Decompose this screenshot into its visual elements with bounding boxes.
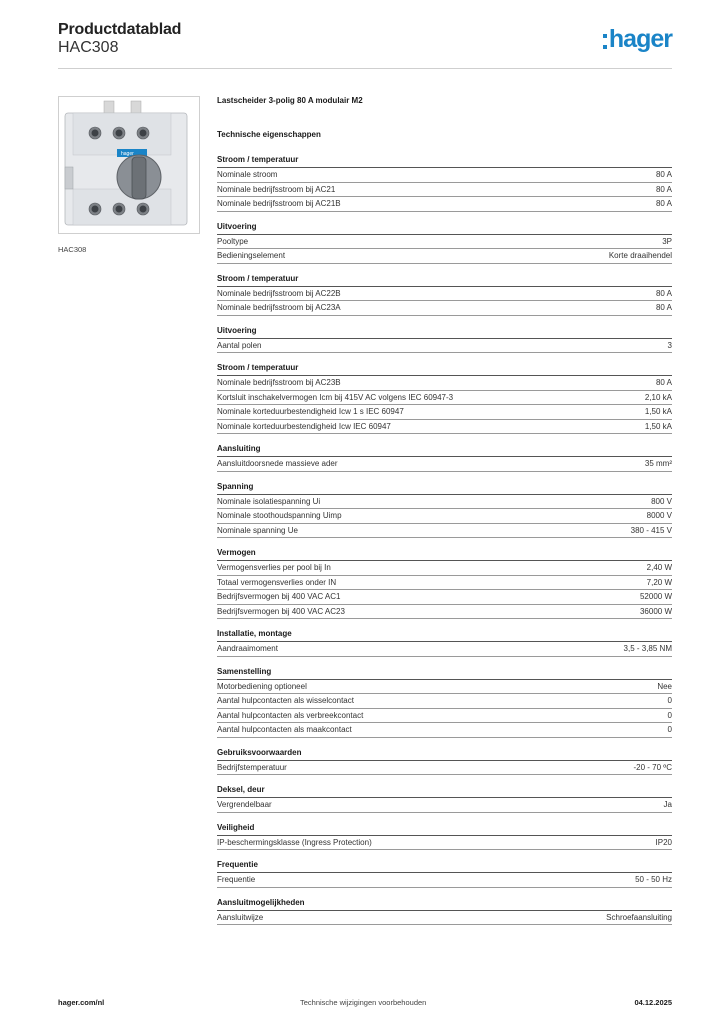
spec-row bbox=[217, 509, 672, 524]
spec-value: Ja bbox=[663, 800, 672, 809]
spec-section bbox=[217, 858, 672, 888]
section-heading: Stroom / temperatuur bbox=[217, 272, 672, 287]
spec-row bbox=[217, 709, 672, 724]
spec-row bbox=[217, 694, 672, 709]
spec-label: Bedrijfsvermogen bij 400 VAC AC23 bbox=[217, 606, 345, 616]
footer-website-link[interactable]: hager.com/nl bbox=[58, 998, 105, 1007]
spec-row bbox=[217, 723, 672, 738]
spec-value: 80 A bbox=[655, 184, 672, 194]
spec-section bbox=[217, 665, 672, 738]
spec-value: 80 A bbox=[655, 378, 672, 387]
section-heading: Uitvoering bbox=[217, 220, 672, 235]
spec-value: 0 bbox=[667, 696, 672, 705]
spec-label: Nominale stoothoudspanning Uimp bbox=[217, 511, 342, 520]
spec-section bbox=[217, 821, 672, 851]
spec-label: Aantal hulpcontacten als maakcontact bbox=[217, 725, 352, 734]
spec-row bbox=[217, 590, 672, 605]
spec-row bbox=[217, 249, 672, 264]
spec-value: 380 - 415 V bbox=[630, 525, 672, 535]
section-heading: Gebruiksvoorwaarden bbox=[217, 746, 672, 761]
page-title: Productdatablad bbox=[58, 21, 182, 38]
footer-disclaimer: Technische wijzigingen voorbehouden bbox=[300, 998, 427, 1007]
spec-section bbox=[217, 480, 672, 539]
spec-row bbox=[217, 561, 672, 576]
spec-label: Nominale spanning Ue bbox=[217, 525, 298, 535]
footer-date: 04.12.2025 bbox=[634, 998, 672, 1007]
spec-label: Aandraaimoment bbox=[217, 644, 278, 653]
section-heading: Veiligheid bbox=[217, 821, 672, 836]
spec-row bbox=[217, 405, 672, 420]
spec-row bbox=[217, 287, 672, 302]
spec-section bbox=[217, 896, 672, 926]
spec-label: Aansluitwijze bbox=[217, 912, 264, 922]
tech-title: Technische eigenschappen bbox=[217, 130, 321, 139]
spec-label: Bedrijfstemperatuur bbox=[217, 762, 287, 772]
section-heading: Installatie, montage bbox=[217, 627, 672, 642]
spec-label: Kortsluit inschakelvermogen Icm bij 415V AC volgens IEC 60947-3 bbox=[217, 392, 454, 402]
spec-row bbox=[217, 836, 672, 851]
spec-row bbox=[217, 301, 672, 316]
spec-value: 80 A bbox=[655, 199, 672, 208]
spec-value: -20 - 70 ºC bbox=[633, 762, 672, 772]
header-divider bbox=[58, 68, 672, 69]
spec-row bbox=[217, 168, 672, 183]
spec-label: Nominale bedrijfsstroom bij AC22B bbox=[217, 288, 341, 298]
spec-value: 3 bbox=[667, 340, 672, 350]
section-heading: Vermogen bbox=[217, 546, 672, 561]
spec-section bbox=[217, 783, 672, 813]
section-heading: Uitvoering bbox=[217, 324, 672, 339]
spec-label: Vermogensverlies per pool bij In bbox=[217, 563, 331, 572]
spec-section bbox=[217, 627, 672, 657]
spec-label: Nominale bedrijfsstroom bij AC23B bbox=[217, 378, 341, 387]
spec-row bbox=[217, 873, 672, 888]
spec-value: 2,10 kA bbox=[644, 392, 672, 402]
spec-section bbox=[217, 220, 672, 264]
spec-row bbox=[217, 376, 672, 391]
spec-row bbox=[217, 183, 672, 198]
spec-row bbox=[217, 798, 672, 813]
spec-value: IP20 bbox=[655, 837, 672, 847]
section-heading: Spanning bbox=[217, 480, 672, 495]
spec-row bbox=[217, 642, 672, 657]
spec-value: 80 A bbox=[655, 303, 672, 312]
spec-value: 0 bbox=[667, 725, 672, 734]
spec-section bbox=[217, 546, 672, 619]
spec-value: 0 bbox=[667, 710, 672, 720]
spec-value: 1,50 kA bbox=[644, 407, 672, 416]
spec-section bbox=[217, 272, 672, 316]
spec-section bbox=[217, 324, 672, 354]
spec-value: 80 A bbox=[655, 170, 672, 179]
spec-label: Nominale bedrijfsstroom bij AC23A bbox=[217, 303, 341, 312]
spec-row bbox=[217, 235, 672, 250]
spec-label: Nominale korteduurbestendigheid Icw 1 s IEC 60947 bbox=[217, 407, 404, 416]
section-heading: Deksel, deur bbox=[217, 783, 672, 798]
spec-value: Korte draaihendel bbox=[608, 251, 672, 260]
spec-value: 35 mm² bbox=[644, 459, 672, 468]
spec-label: Nominale bedrijfsstroom bij AC21 bbox=[217, 184, 336, 194]
spec-row bbox=[217, 457, 672, 472]
spec-label: Frequentie bbox=[217, 875, 256, 884]
spec-value: Schroefaansluiting bbox=[606, 912, 672, 922]
product-caption: HAC308 bbox=[58, 245, 87, 254]
spec-row bbox=[217, 576, 672, 591]
spec-section bbox=[217, 361, 672, 434]
spec-row bbox=[217, 197, 672, 212]
spec-row bbox=[217, 339, 672, 354]
spec-row bbox=[217, 420, 672, 435]
spec-section bbox=[217, 746, 672, 776]
spec-section bbox=[217, 153, 672, 212]
spec-value: 50 - 50 Hz bbox=[635, 875, 672, 884]
section-heading: Stroom / temperatuur bbox=[217, 361, 672, 376]
spec-label: Aantal polen bbox=[217, 340, 262, 350]
switch-disconnector-illustration bbox=[59, 97, 199, 233]
spec-row bbox=[217, 911, 672, 926]
spec-value: 3P bbox=[662, 236, 672, 246]
spec-label: Bedieningselement bbox=[217, 251, 286, 260]
spec-value: 80 A bbox=[655, 288, 672, 298]
spec-label: Nominale isolatiespanning Ui bbox=[217, 496, 321, 506]
section-heading: Samenstelling bbox=[217, 665, 672, 680]
spec-label: Vergrendelbaar bbox=[217, 800, 272, 809]
spec-label: Totaal vermogensverlies onder IN bbox=[217, 577, 337, 587]
spec-label: Bedrijfsvermogen bij 400 VAC AC1 bbox=[217, 592, 341, 601]
spec-row bbox=[217, 495, 672, 510]
spec-value: 3,5 - 3,85 NM bbox=[623, 644, 672, 653]
spec-value: Nee bbox=[657, 681, 672, 691]
logo-text: hager bbox=[608, 25, 672, 53]
spec-label: Aantal hulpcontacten als wisselcontact bbox=[217, 696, 354, 705]
product-image bbox=[58, 96, 200, 234]
spec-sections bbox=[217, 153, 672, 925]
spec-panel bbox=[217, 96, 672, 933]
spec-label: Aansluitdoorsnede massieve ader bbox=[217, 459, 338, 468]
section-heading: Frequentie bbox=[217, 858, 672, 873]
page-subtitle: HAC308 bbox=[58, 39, 119, 56]
product-name: Lastscheider 3-polig 80 A modulair M2 bbox=[217, 96, 363, 105]
section-heading: Aansluitmogelijkheden bbox=[217, 896, 672, 911]
spec-row bbox=[217, 391, 672, 406]
section-heading: Aansluiting bbox=[217, 442, 672, 457]
spec-value: 7,20 W bbox=[646, 577, 672, 587]
spec-label: Pooltype bbox=[217, 236, 249, 246]
spec-label: Aantal hulpcontacten als verbreekcontact bbox=[217, 710, 364, 720]
spec-label: Nominale korteduurbestendigheid Icw IEC 60947 bbox=[217, 421, 391, 431]
svg-text:hager: hager bbox=[121, 151, 134, 157]
spec-label: Nominale bedrijfsstroom bij AC21B bbox=[217, 199, 341, 208]
section-heading: Stroom / temperatuur bbox=[217, 153, 672, 168]
spec-row bbox=[217, 761, 672, 776]
hager-logo[interactable] bbox=[603, 27, 672, 52]
spec-section bbox=[217, 442, 672, 472]
spec-row bbox=[217, 605, 672, 620]
spec-value: 2,40 W bbox=[646, 563, 672, 572]
spec-row bbox=[217, 680, 672, 695]
spec-row bbox=[217, 524, 672, 539]
spec-value: 1,50 kA bbox=[644, 421, 672, 431]
spec-label: Motorbediening optioneel bbox=[217, 681, 307, 691]
spec-value: 36000 W bbox=[639, 606, 672, 616]
spec-value: 52000 W bbox=[639, 592, 672, 601]
spec-value: 8000 V bbox=[646, 511, 672, 520]
logo-dots-icon bbox=[603, 34, 607, 49]
spec-label: Nominale stroom bbox=[217, 170, 278, 179]
spec-value: 800 V bbox=[651, 496, 672, 506]
spec-label: IP-beschermingsklasse (Ingress Protection) bbox=[217, 837, 372, 847]
